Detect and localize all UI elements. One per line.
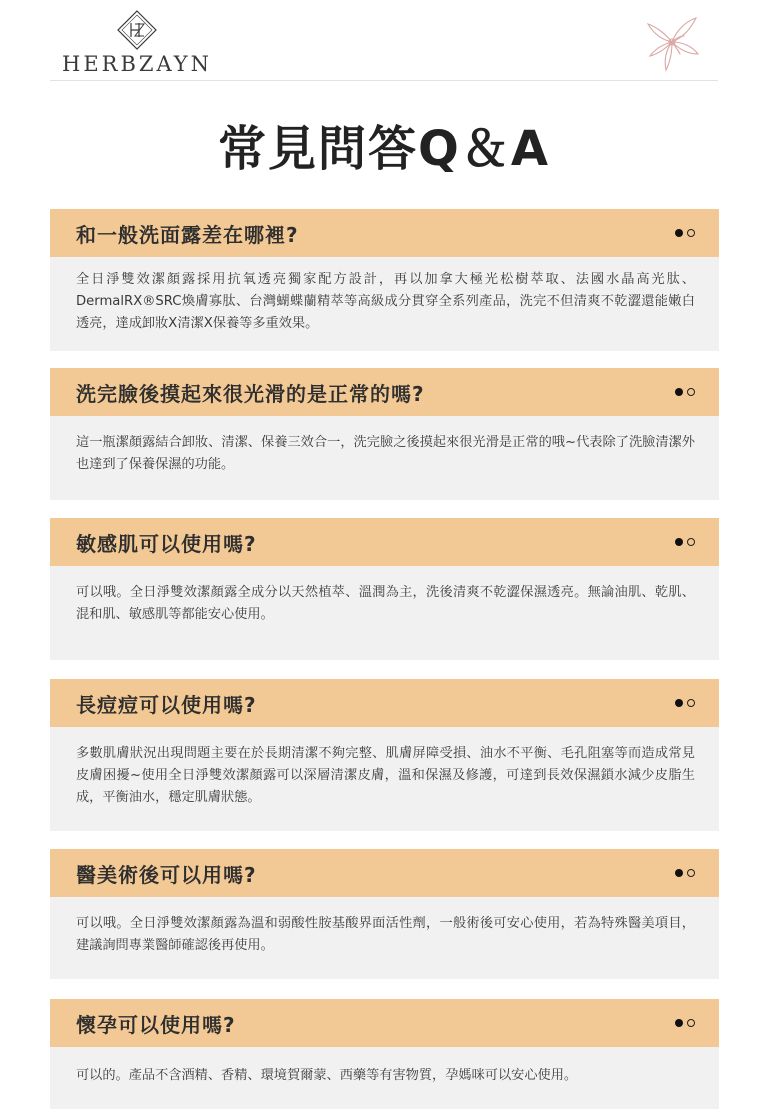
faq-question: 懷孕可以使用嗎?	[76, 1012, 236, 1037]
faq-question: 敏感肌可以使用嗎?	[76, 531, 257, 556]
toggle-dots-icon[interactable]	[675, 388, 695, 396]
dot-filled-icon	[675, 699, 683, 707]
dot-empty-icon	[687, 699, 695, 707]
faq-item	[50, 368, 719, 500]
faq-question: 洗完臉後摸起來很光滑的是正常的嗎?	[76, 381, 425, 406]
faq-question: 醫美術後可以用嗎?	[76, 862, 257, 887]
toggle-dots-icon[interactable]	[675, 1019, 695, 1027]
dot-empty-icon	[687, 538, 695, 546]
dot-empty-icon	[687, 869, 695, 877]
page-title: 常見問答Q＆A	[218, 121, 550, 177]
faq-question-bar[interactable]	[50, 849, 719, 897]
header	[50, 0, 718, 81]
faq-item	[50, 849, 719, 979]
dot-filled-icon	[675, 229, 683, 237]
dot-empty-icon	[687, 1019, 695, 1027]
monogram-icon	[116, 10, 158, 50]
brand-logo[interactable]	[62, 10, 212, 76]
toggle-dots-icon[interactable]	[675, 229, 695, 237]
dot-filled-icon	[675, 869, 683, 877]
faq-question-bar[interactable]	[50, 209, 719, 257]
faq-answer: 可以哦。全日淨雙效潔顏露為溫和弱酸性胺基酸界面活性劑，一般術後可安心使用，若為特殊醫美項目，建議詢問專業醫師確認後再使用。	[50, 897, 719, 979]
dot-filled-icon	[675, 1019, 683, 1027]
faq-answer: 可以的。產品不含酒精、香精、環境賀爾蒙、西藥等有害物質，孕媽咪可以安心使用。	[50, 1047, 719, 1109]
faq-answer: 多數肌膚狀況出現問題主要在於長期清潔不夠完整、肌膚屏障受損、油水不平衡、毛孔阻塞等而造成常見皮膚困擾~使用全日淨雙效潔顏露可以深層清潔皮膚，溫和保濕及修護，可達到長效保濕鎖水減少皮脂生成，平衡油水，穩定肌膚狀態。	[50, 727, 719, 831]
faq-item	[50, 209, 719, 351]
faq-answer: 這一瓶潔顏露結合卸妝、清潔、保養三效合一，洗完臉之後摸起來很光滑是正常的哦~代表除了洗臉清潔外也達到了保養保濕的功能。	[50, 416, 719, 500]
faq-question-bar[interactable]	[50, 679, 719, 727]
faq-question: 長痘痘可以使用嗎?	[76, 692, 257, 717]
faq-item	[50, 999, 719, 1109]
faq-item	[50, 518, 719, 660]
faq-question-bar[interactable]	[50, 999, 719, 1047]
faq-question: 和一般洗面露差在哪裡?	[76, 222, 299, 247]
orchid-icon	[642, 12, 704, 74]
toggle-dots-icon[interactable]	[675, 869, 695, 877]
dot-empty-icon	[687, 388, 695, 396]
faq-item	[50, 679, 719, 831]
faq-question-bar[interactable]	[50, 518, 719, 566]
faq-question-bar[interactable]	[50, 368, 719, 416]
faq-answer: 全日淨雙效潔顏露採用抗氧透亮獨家配方設計，再以加拿大極光松樹萃取、法國水晶高光肽、DermalRX®SRC煥膚寡肽、台灣蝴蝶蘭精萃等高級成分貫穿全系列產品，洗完不但清爽不乾澀還能嫩白透亮，達成卸妝X清潔X保養等多重效果。	[50, 257, 719, 351]
toggle-dots-icon[interactable]	[675, 538, 695, 546]
toggle-dots-icon[interactable]	[675, 699, 695, 707]
faq-answer: 可以哦。全日淨雙效潔顏露全成分以天然植萃、溫潤為主，洗後清爽不乾澀保濕透亮。無論油肌、乾肌、混和肌、敏感肌等都能安心使用。	[50, 566, 719, 660]
dot-filled-icon	[675, 388, 683, 396]
brand-name: HERBZAYN	[62, 52, 213, 76]
dot-filled-icon	[675, 538, 683, 546]
dot-empty-icon	[687, 229, 695, 237]
